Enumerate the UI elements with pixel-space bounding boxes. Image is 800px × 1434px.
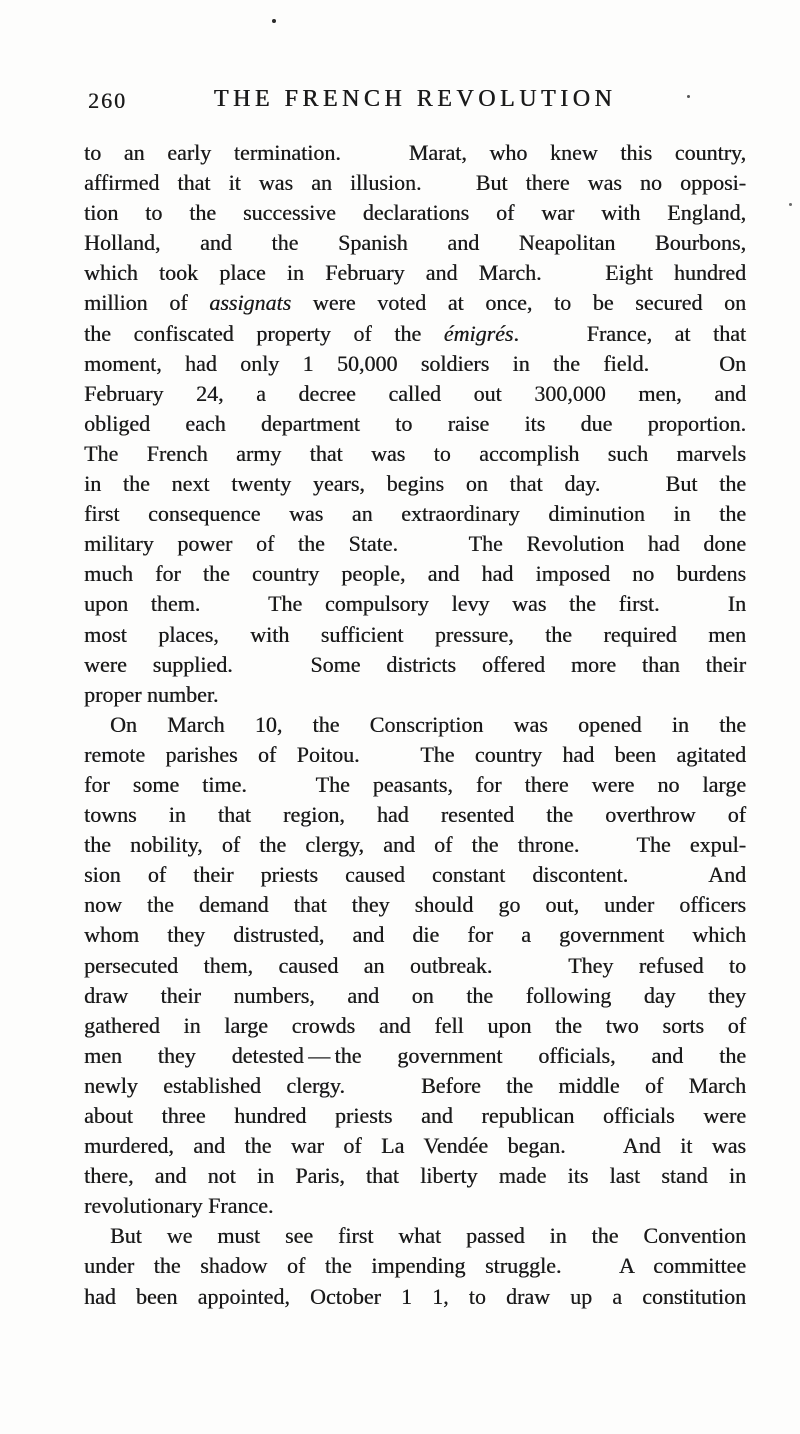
text-line: upon them. The compulsory levy was the first. In bbox=[84, 591, 746, 617]
paragraph bbox=[84, 710, 746, 1222]
text-line: to an early termination. Marat, who knew this country, bbox=[84, 140, 746, 165]
italic-term: émigrés bbox=[443, 320, 514, 346]
text-line: sion of their priests caused constant discontent. And bbox=[84, 862, 746, 888]
text-line: But we must see first what passed in the Convention bbox=[110, 1223, 746, 1249]
text-line: had been appointed, October 1 1, to draw up a constitution bbox=[84, 1283, 746, 1309]
page-number: 260 bbox=[88, 88, 127, 113]
text-line: tion to the successive declarations of war with England, bbox=[84, 200, 746, 226]
text-line: revolutionary France. bbox=[84, 1193, 274, 1219]
text-line: proper number. bbox=[84, 681, 219, 707]
scan-speck bbox=[272, 19, 276, 23]
running-head bbox=[84, 84, 746, 116]
text-line: The French army that was to accomplish such marvels bbox=[84, 440, 746, 466]
text-line: whom they distrusted, and die for a government which bbox=[84, 922, 746, 948]
text-line: about three hundred priests and republican officials were bbox=[84, 1103, 746, 1128]
text-line: now the demand that they should go out, under officers bbox=[84, 892, 746, 918]
scan-speck bbox=[687, 95, 690, 98]
text-line: which took place in February and March. Eight hundred bbox=[84, 260, 746, 286]
text-line: under the shadow of the impending struggle. A committee bbox=[84, 1253, 746, 1279]
text-line: Holland, and the Spanish and Neapolitan Bourbons, bbox=[84, 230, 746, 256]
text-line: murdered, and the war of La Vendée began. And it was bbox=[84, 1133, 746, 1159]
text-line: in the next twenty years, begins on that day. But the bbox=[84, 471, 746, 497]
text-line: the confiscated property of the émigrés. France, at that bbox=[84, 320, 746, 346]
text-line: February 24, a decree called out 300,000 men, and bbox=[84, 380, 746, 406]
text-line: persecuted them, caused an outbreak. They refused to bbox=[84, 952, 746, 978]
text-line: remote parishes of Poitou. The country had been agitated bbox=[84, 741, 746, 767]
book-title: THE FRENCH REVOLUTION bbox=[213, 86, 617, 112]
text-line: gathered in large crowds and fell upon the two sorts of bbox=[84, 1012, 746, 1038]
paragraph bbox=[84, 138, 746, 710]
text-line: million of assignats were voted at once, to be secured on bbox=[84, 290, 747, 316]
paragraph bbox=[84, 1221, 746, 1311]
text-line: newly established clergy. Before the middle of March bbox=[84, 1072, 746, 1098]
text-line: the nobility, of the clergy, and of the throne. The expul- bbox=[84, 832, 746, 858]
text-line: draw their numbers, and on the following day they bbox=[84, 982, 746, 1008]
text-line: much for the country people, and had imposed no burdens bbox=[84, 561, 746, 587]
text-line: first consequence was an extraordinary diminution in the bbox=[84, 501, 746, 527]
text-line: military power of the State. The Revolution had done bbox=[84, 531, 746, 557]
text-line: affirmed that it was an illusion. But there was no opposi- bbox=[84, 170, 746, 196]
text-line: men they detested — the government officials, and the bbox=[84, 1042, 746, 1068]
page-body bbox=[84, 138, 746, 1312]
text-line: most places, with sufficient pressure, the required men bbox=[84, 621, 746, 647]
text-line: for some time. The peasants, for there were no large bbox=[84, 771, 746, 797]
text-line: obliged each department to raise its due proportion. bbox=[84, 410, 746, 436]
text-line: towns in that region, had resented the overthrow of bbox=[84, 802, 746, 828]
scan-speck bbox=[789, 203, 792, 206]
italic-term: assignats bbox=[209, 290, 292, 316]
text-line: On March 10, the Conscription was opened in the bbox=[110, 711, 746, 737]
text-line: moment, had only 1 50,000 soldiers in the field. On bbox=[84, 350, 746, 376]
text-line: there, and not in Paris, that liberty made its last stand in bbox=[84, 1163, 746, 1189]
text-line: were supplied. Some districts offered more than their bbox=[84, 651, 746, 677]
